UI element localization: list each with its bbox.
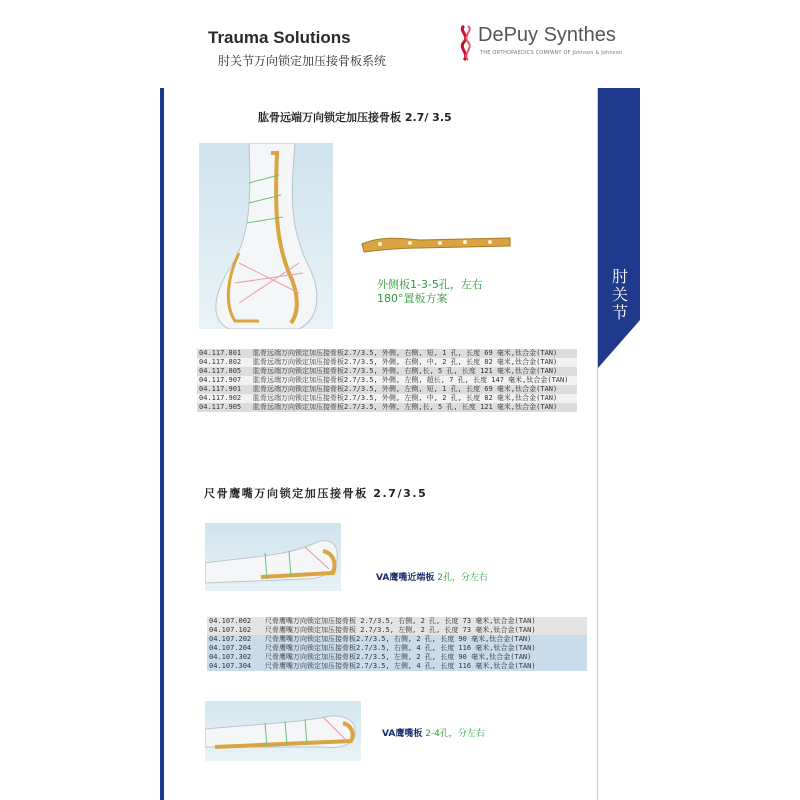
product-description: 肱骨远端万向锁定加压接骨板2.7/3.5, 外侧, 左侧, 超长, 7 孔, 长度 147 毫米,钛合金(TAN) <box>253 376 569 384</box>
table-row <box>207 617 587 626</box>
product-description: 尺骨鹰嘴万向锁定加压接骨板 2.7/3.5, 左侧, 2 孔, 长度 73 毫米,钛合金(TAN) <box>265 626 536 634</box>
section2-caption-a <box>376 570 488 583</box>
product-code: 04.117.801 <box>199 349 242 357</box>
section1-title: 肱骨远端万向锁定加压接骨板 2.7/ 3.5 <box>258 111 452 124</box>
table-row <box>207 635 587 644</box>
product-code: 04.107.304 <box>209 662 252 670</box>
olecranon-plate-image <box>205 701 361 761</box>
product-description: 尺骨鹰嘴万向锁定加压接骨板2.7/3.5, 右侧, 2 孔, 长度 90 毫米,钛合金(TAN) <box>265 635 532 643</box>
table-row <box>197 403 577 412</box>
product-description: 肱骨远端万向锁定加压接骨板2.7/3.5, 外侧, 左侧, 中, 2 孔, 长度 82 毫米,钛合金(TAN) <box>253 394 558 402</box>
product-code: 04.117.902 <box>199 394 242 402</box>
section2-caption-b <box>382 726 485 739</box>
table-row <box>207 662 587 671</box>
table-row <box>197 349 577 358</box>
product-description: 肱骨远端万向锁定加压接骨板2.7/3.5, 外侧, 左侧, 短, 1 孔, 长度 69 毫米,钛合金(TAN) <box>253 385 558 393</box>
humerus-product-table <box>197 349 577 412</box>
product-code: 04.117.907 <box>199 376 242 384</box>
product-description: 尺骨鹰嘴万向锁定加压接骨板 2.7/3.5, 右侧, 2 孔, 长度 73 毫米,钛合金(TAN) <box>265 617 536 625</box>
product-code: 04.117.805 <box>199 367 242 375</box>
logo-tagline: THE ORTHOPAEDICS COMPANY OF Johnson & Johnson <box>480 50 623 56</box>
humerus-plate-image <box>199 143 333 329</box>
logo-text: DePuy Synthes <box>478 24 616 46</box>
product-description: 肱骨远端万向锁定加压接骨板2.7/3.5, 外侧, 右侧,长, 5 孔, 长度 121 毫米,钛合金(TAN) <box>253 367 558 375</box>
table-row <box>197 385 577 394</box>
product-description: 尺骨鹰嘴万向锁定加压接骨板2.7/3.5, 左侧, 4 孔, 长度 116 毫米,钛合金(TAN) <box>265 662 536 670</box>
product-description: 肱骨远端万向锁定加压接骨板2.7/3.5, 外侧, 右侧, 中, 2 孔, 长度 82 毫米,钛合金(TAN) <box>253 358 558 366</box>
lateral-plate-image <box>360 232 512 256</box>
caption-b-detail: 2-4孔，分左右 <box>425 729 485 739</box>
table-row <box>197 358 577 367</box>
product-code: 04.107.102 <box>209 626 252 634</box>
side-tab-label: 肘关节 <box>611 267 628 322</box>
caption-line1: 外侧板1-3-5孔，左右 <box>377 278 483 291</box>
product-code: 04.107.204 <box>209 644 252 652</box>
table-row <box>197 367 577 376</box>
table-row <box>207 626 587 635</box>
caption-b-name: VA鹰嘴板 <box>382 729 423 739</box>
section2-title: 尺骨鹰嘴万向锁定加压接骨板 2.7/3.5 <box>204 487 428 500</box>
product-description: 尺骨鹰嘴万向锁定加压接骨板2.7/3.5, 右侧, 4 孔, 长度 116 毫米,钛合金(TAN) <box>265 644 536 652</box>
table-row <box>197 376 577 385</box>
product-code: 04.117.802 <box>199 358 242 366</box>
side-tab-notch <box>598 320 640 368</box>
caption-a-name: VA鹰嘴近端板 <box>376 573 435 583</box>
caption-a-detail: 2孔，分左右 <box>437 573 488 583</box>
section1-caption <box>377 278 483 306</box>
brand-subtitle: 肘关节万向锁定加压接骨板系统 <box>218 54 387 68</box>
table-row <box>207 644 587 653</box>
olecranon-proximal-plate-image <box>205 523 341 591</box>
table-row <box>197 394 577 403</box>
brand-title: Trauma Solutions <box>208 28 351 47</box>
product-description: 尺骨鹰嘴万向锁定加压接骨板2.7/3.5, 左侧, 2 孔, 长度 90 毫米,钛合金(TAN) <box>265 653 532 661</box>
product-code: 04.117.905 <box>199 403 242 411</box>
left-accent-bar <box>160 88 164 800</box>
product-code: 04.107.302 <box>209 653 252 661</box>
product-code: 04.117.901 <box>199 385 242 393</box>
product-description: 肱骨远端万向锁定加压接骨板2.7/3.5, 外侧, 右侧, 短, 1 孔, 长度 69 毫米,钛合金(TAN) <box>253 349 558 357</box>
caption-line2: 180°置板方案 <box>377 292 448 305</box>
olecranon-product-table <box>207 617 587 671</box>
logo-ribbon-icon <box>462 26 465 60</box>
table-row <box>207 653 587 662</box>
product-code: 04.107.002 <box>209 617 252 625</box>
product-description: 肱骨远端万向锁定加压接骨板2.7/3.5, 外侧, 左侧,长, 5 孔, 长度 121 毫米,钛合金(TAN) <box>253 403 558 411</box>
product-code: 04.107.202 <box>209 635 252 643</box>
